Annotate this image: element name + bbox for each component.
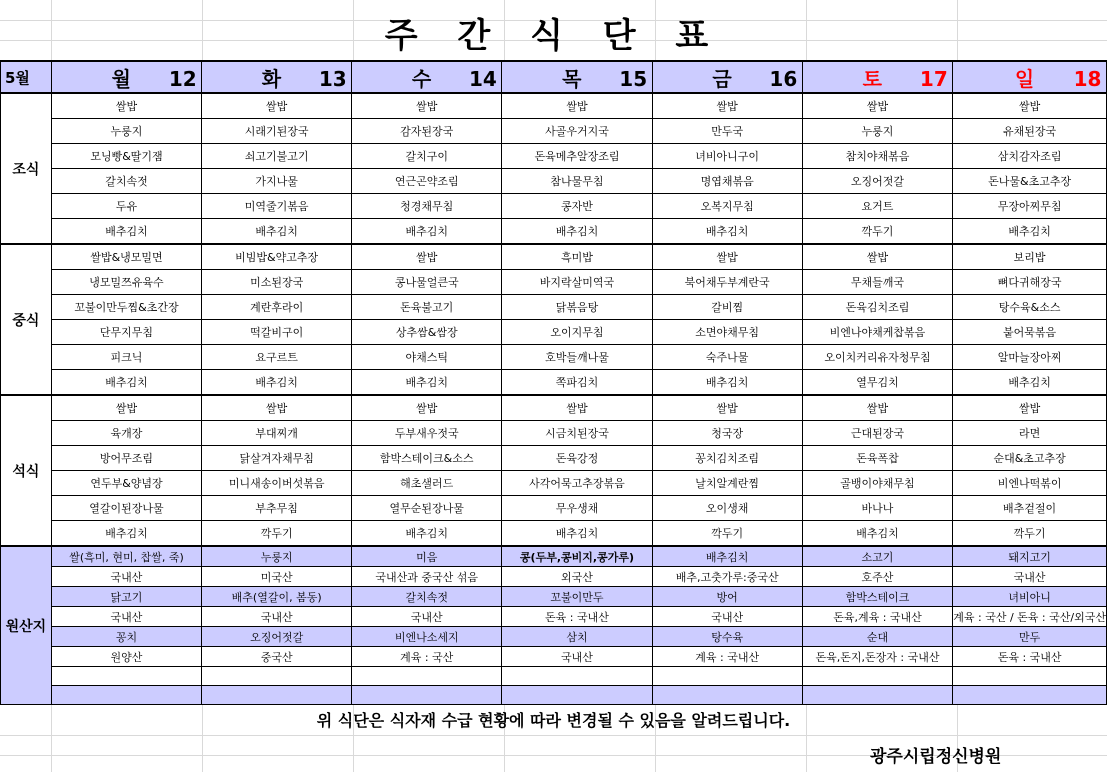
origin-item: 갈치속젓 (352, 587, 502, 607)
menu-item: 갈치구이 (352, 144, 502, 169)
menu-item: 쌀밥 (352, 395, 502, 421)
meal-label: 조식 (1, 93, 52, 244)
menu-item: 가지나물 (202, 169, 352, 194)
origin-item: 꼬불이만두 (502, 587, 652, 607)
origin-source: 외국산 (502, 567, 652, 587)
menu-item: 돈육불고기 (352, 295, 502, 320)
origin-item: 누룽지 (202, 546, 352, 567)
menu-item: 쌀밥 (802, 395, 953, 421)
menu-item: 상추쌈&쌈장 (352, 320, 502, 345)
menu-item: 연두부&양념장 (51, 471, 201, 496)
menu-item: 알마늘장아찌 (953, 345, 1107, 370)
menu-item: 배추겉절이 (953, 496, 1107, 521)
menu-item: 방어무조림 (51, 446, 201, 471)
day-header (352, 61, 502, 93)
menu-item: 배추김치 (953, 219, 1107, 245)
menu-item: 쌀밥&냉모밀면 (51, 244, 201, 270)
menu-item: 요구르트 (202, 345, 352, 370)
menu-item: 돈나물&초고추장 (953, 169, 1107, 194)
menu-item: 쌀밥 (652, 93, 802, 119)
menu-item: 돈육폭찹 (802, 446, 953, 471)
menu-item: 무장아찌무침 (953, 194, 1107, 219)
menu-item: 누룽지 (51, 119, 201, 144)
menu-item: 배추김치 (352, 521, 502, 547)
menu-item: 깍두기 (953, 521, 1107, 547)
day-header (953, 61, 1107, 93)
menu-item: 쪽파김치 (502, 370, 652, 396)
menu-item: 삼치감자조림 (953, 144, 1107, 169)
menu-item: 배추김치 (953, 370, 1107, 396)
day-date: 16 (769, 66, 798, 91)
menu-item: 떡갈비구이 (202, 320, 352, 345)
header-row (1, 61, 1107, 93)
origin-item: 녀비아니 (953, 587, 1107, 607)
origin-item: 순대 (802, 627, 953, 647)
menu-item: 닭볶음탕 (502, 295, 652, 320)
origin-source: 국내산 (352, 607, 502, 627)
menu-item: 오이생채 (652, 496, 802, 521)
origin-source-row (1, 647, 1107, 667)
menu-item: 쌀밥 (652, 395, 802, 421)
meal-label: 중식 (1, 244, 52, 395)
menu-item: 돈육메추알장조림 (502, 144, 652, 169)
menu-item: 쌀밥 (953, 395, 1107, 421)
origin-item: 콩(두부,콩비지,콩가루) (502, 546, 652, 567)
menu-item: 명엽채볶음 (652, 169, 802, 194)
menu-item: 쌀밥 (802, 244, 953, 270)
menu-item: 순대&초고추장 (953, 446, 1107, 471)
menu-item: 돈육강정 (502, 446, 652, 471)
menu-item: 부대찌개 (202, 421, 352, 446)
day-date: 15 (619, 66, 648, 91)
menu-item: 미니새송이버섯볶음 (202, 471, 352, 496)
origin-item: 미음 (352, 546, 502, 567)
menu-item: 쌀밥 (502, 395, 652, 421)
menu-item: 쌀밥 (51, 93, 201, 119)
menu-item: 배추김치 (352, 370, 502, 396)
menu-item: 흑미밥 (502, 244, 652, 270)
day-name: 수 (411, 66, 432, 91)
menu-row (1, 169, 1107, 194)
origin-source: 호주산 (802, 567, 953, 587)
menu-item: 쌀밥 (51, 395, 201, 421)
menu-item: 호박들깨나물 (502, 345, 652, 370)
day-date: 18 (1073, 66, 1102, 91)
menu-item: 깍두기 (652, 521, 802, 547)
day-name: 일 (1014, 66, 1035, 91)
origin-source: 국내산 (51, 607, 201, 627)
menu-item: 육개장 (51, 421, 201, 446)
menu-item: 두유 (51, 194, 201, 219)
month-label: 5월 (1, 61, 52, 93)
menu-item: 열무순된장나물 (352, 496, 502, 521)
origin-source: 돈육 : 국내산 (953, 647, 1107, 667)
menu-item: 배추김치 (652, 370, 802, 396)
menu-row (1, 244, 1107, 270)
menu-item: 쌀밥 (652, 244, 802, 270)
menu-item: 깍두기 (202, 521, 352, 547)
menu-item: 쌀밥 (352, 244, 502, 270)
menu-item: 무우생채 (502, 496, 652, 521)
menu-item: 미소된장국 (202, 270, 352, 295)
menu-item: 날치알계란찜 (652, 471, 802, 496)
menu-item: 뼈다귀해장국 (953, 270, 1107, 295)
empty-cell (352, 686, 502, 705)
menu-item: 꽁치김치조림 (652, 446, 802, 471)
menu-item: 계란후라이 (202, 295, 352, 320)
menu-item: 소면야채무침 (652, 320, 802, 345)
empty-cell (802, 667, 953, 686)
origin-item: 함박스테이크 (802, 587, 953, 607)
empty-cell (51, 667, 201, 686)
menu-item: 연근곤약조림 (352, 169, 502, 194)
menu-item: 단무지무침 (51, 320, 201, 345)
day-date: 14 (468, 66, 497, 91)
menu-item: 함박스테이크&소스 (352, 446, 502, 471)
empty-cell (802, 686, 953, 705)
empty-cell (502, 667, 652, 686)
meal-label: 석식 (1, 395, 52, 546)
menu-item: 돈육김치조림 (802, 295, 953, 320)
origin-source: 돈육 : 국내산 (502, 607, 652, 627)
menu-item: 갈비찜 (652, 295, 802, 320)
menu-item: 쇠고기불고기 (202, 144, 352, 169)
day-name: 토 (862, 66, 882, 91)
menu-item: 야채스틱 (352, 345, 502, 370)
menu-item: 모닝빵&딸기잼 (51, 144, 201, 169)
menu-item: 시금치된장국 (502, 421, 652, 446)
day-header (802, 61, 953, 93)
menu-item: 보리밥 (953, 244, 1107, 270)
menu-row (1, 446, 1107, 471)
menu-item: 숙주나물 (652, 345, 802, 370)
origin-item: 방어 (652, 587, 802, 607)
menu-item: 골뱅이야채무침 (802, 471, 953, 496)
origin-source: 중국산 (202, 647, 352, 667)
origin-item-row (1, 546, 1107, 567)
menu-item: 청경채무침 (352, 194, 502, 219)
menu-row (1, 395, 1107, 421)
empty-cell (502, 686, 652, 705)
menu-item: 사각어묵고추장볶음 (502, 471, 652, 496)
menu-item: 참나물무침 (502, 169, 652, 194)
menu-item: 비엔나야채케찹볶음 (802, 320, 953, 345)
menu-item: 비엔나떡볶이 (953, 471, 1107, 496)
origin-item: 탕수육 (652, 627, 802, 647)
origin-source: 돈육,계육 : 국내산 (802, 607, 953, 627)
menu-item: 배추김치 (502, 521, 652, 547)
menu-item: 쌀밥 (202, 93, 352, 119)
menu-item: 바지락살미역국 (502, 270, 652, 295)
menu-row (1, 194, 1107, 219)
empty-cell (953, 686, 1107, 705)
menu-item: 청국장 (652, 421, 802, 446)
menu-row (1, 295, 1107, 320)
menu-item: 감자된장국 (352, 119, 502, 144)
menu-row (1, 471, 1107, 496)
menu-item: 배추김치 (502, 219, 652, 245)
origin-source: 국내산 (51, 567, 201, 587)
menu-item: 열갈이된장나물 (51, 496, 201, 521)
menu-item: 비빔밥&약고추장 (202, 244, 352, 270)
empty-cell (652, 667, 802, 686)
day-name: 금 (712, 66, 732, 91)
origin-source: 계육 : 국내산 (652, 647, 802, 667)
day-header (202, 61, 352, 93)
menu-item: 시래기된장국 (202, 119, 352, 144)
origin-item: 닭고기 (51, 587, 201, 607)
day-name: 화 (261, 66, 282, 91)
origin-source: 미국산 (202, 567, 352, 587)
origin-source: 원양산 (51, 647, 201, 667)
menu-item: 근대된장국 (802, 421, 953, 446)
origin-item: 돼지고기 (953, 546, 1107, 567)
empty-cell (953, 667, 1107, 686)
menu-row (1, 496, 1107, 521)
menu-row (1, 144, 1107, 169)
day-date: 17 (919, 66, 948, 91)
origin-item: 만두 (953, 627, 1107, 647)
empty-cell (51, 686, 201, 705)
menu-row (1, 119, 1107, 144)
menu-item: 두부새우젓국 (352, 421, 502, 446)
menu-item: 오이지무침 (502, 320, 652, 345)
menu-item: 쌀밥 (502, 93, 652, 119)
menu-item: 냉모밀쯔유육수 (51, 270, 201, 295)
menu-item: 바나나 (802, 496, 953, 521)
menu-item: 해초샐러드 (352, 471, 502, 496)
origin-item: 소고기 (802, 546, 953, 567)
menu-item: 녀비아니구이 (652, 144, 802, 169)
empty-cell (652, 686, 802, 705)
day-header (652, 61, 802, 93)
origin-item: 쌀(흑미, 현미, 찹쌀, 죽) (51, 546, 201, 567)
menu-item: 피크닉 (51, 345, 201, 370)
page-title: 주 간 식 단 표 (384, 16, 723, 56)
empty-cell (202, 667, 352, 686)
menu-item: 쌀밥 (953, 93, 1107, 119)
menu-item: 닭살겨자채무침 (202, 446, 352, 471)
menu-item: 쌀밥 (802, 93, 953, 119)
menu-row (1, 421, 1107, 446)
menu-item: 꼬불이만두찜&초간장 (51, 295, 201, 320)
menu-item: 오복지무침 (652, 194, 802, 219)
origin-item: 오징어젓갈 (202, 627, 352, 647)
origin-item-row (1, 587, 1107, 607)
menu-row (1, 93, 1107, 119)
origin-source: 계육 : 국산 / 돈육 : 국산/외국산 (953, 607, 1107, 627)
origin-source: 국내산과 중국산 섞음 (352, 567, 502, 587)
menu-item: 오이치커리유자청무침 (802, 345, 953, 370)
origin-item-row (1, 627, 1107, 647)
origin-source: 국내산 (953, 567, 1107, 587)
menu-row (1, 521, 1107, 547)
day-header (502, 61, 652, 93)
origin-source: 국내산 (502, 647, 652, 667)
menu-item: 배추김치 (202, 370, 352, 396)
empty-cell (202, 686, 352, 705)
origin-empty-row (1, 667, 1107, 686)
origin-item: 배추(열갈이, 봄동) (202, 587, 352, 607)
origin-item: 비엔나소세지 (352, 627, 502, 647)
menu-row (1, 320, 1107, 345)
menu-item: 요거트 (802, 194, 953, 219)
menu-item: 배추김치 (51, 219, 201, 245)
weekly-menu-table (0, 60, 1107, 705)
menu-item: 누룽지 (802, 119, 953, 144)
menu-item: 붙어묵볶음 (953, 320, 1107, 345)
origin-source-row (1, 607, 1107, 627)
origin-label: 원산지 (1, 546, 52, 705)
menu-item: 쌀밥 (202, 395, 352, 421)
menu-item: 배추김치 (51, 370, 201, 396)
organization-name: 광주시립정신병원 (870, 747, 1002, 767)
empty-cell (352, 667, 502, 686)
origin-source: 계육 : 국산 (352, 647, 502, 667)
origin-source-row (1, 567, 1107, 587)
menu-item: 배추김치 (802, 521, 953, 547)
menu-item: 배추김치 (202, 219, 352, 245)
menu-item: 북어채두부계란국 (652, 270, 802, 295)
day-date: 12 (168, 66, 197, 91)
menu-item: 열무김치 (802, 370, 953, 396)
day-name: 월 (111, 66, 131, 91)
menu-item: 콩나물얼큰국 (352, 270, 502, 295)
day-name: 목 (562, 66, 582, 91)
menu-item: 참치야채볶음 (802, 144, 953, 169)
day-header (51, 61, 201, 93)
origin-item: 배추김치 (652, 546, 802, 567)
menu-row (1, 219, 1107, 245)
origin-empty-row (1, 686, 1107, 705)
menu-row (1, 345, 1107, 370)
menu-item: 콩자반 (502, 194, 652, 219)
menu-item: 사골우거지국 (502, 119, 652, 144)
menu-item: 미역줄기볶음 (202, 194, 352, 219)
menu-item: 탕수육&소스 (953, 295, 1107, 320)
origin-source: 국내산 (202, 607, 352, 627)
menu-item: 부추무침 (202, 496, 352, 521)
origin-item: 삼치 (502, 627, 652, 647)
menu-item: 쌀밥 (352, 93, 502, 119)
menu-item: 배추김치 (51, 521, 201, 547)
menu-item: 유채된장국 (953, 119, 1107, 144)
notice-text: 위 식단은 식자재 수급 현황에 따라 변경될 수 있음을 알려드립니다. (316, 711, 791, 730)
day-date: 13 (318, 66, 347, 91)
origin-source: 돈육,돈지,돈장자 : 국내산 (802, 647, 953, 667)
menu-item: 배추김치 (352, 219, 502, 245)
menu-item: 갈치속젓 (51, 169, 201, 194)
origin-source: 배추,고춧가루:중국산 (652, 567, 802, 587)
menu-item: 라면 (953, 421, 1107, 446)
menu-row (1, 370, 1107, 396)
origin-item: 꽁치 (51, 627, 201, 647)
menu-item: 오징어젓갈 (802, 169, 953, 194)
menu-item: 만두국 (652, 119, 802, 144)
menu-item: 깍두기 (802, 219, 953, 245)
menu-item: 배추김치 (652, 219, 802, 245)
origin-source: 국내산 (652, 607, 802, 627)
menu-item: 무채들깨국 (802, 270, 953, 295)
menu-row (1, 270, 1107, 295)
